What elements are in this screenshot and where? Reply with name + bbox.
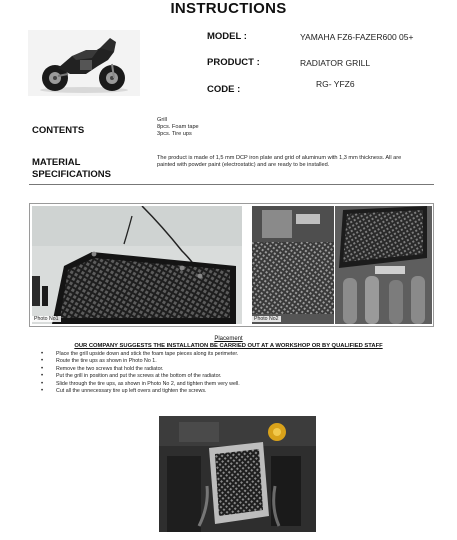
- model-value: YAMAHA FZ6-FAZER600 05+: [300, 32, 414, 42]
- code-value: RG- YFZ6: [316, 79, 355, 89]
- installed-grill-photo: [159, 416, 316, 532]
- contents-list: [157, 117, 199, 138]
- photo-no1-caption: Photo No1: [34, 316, 59, 322]
- material-label-line: SPECIFICATIONS: [32, 169, 111, 180]
- installation-step: • Cut all the unnecessary tire up left overs and tighten the screws.: [40, 388, 440, 395]
- installation-step: • Place the grill upside down and stick the foam tape pieces along its perimeter.: [40, 351, 440, 358]
- contents-item: 8pcs. Foam tape: [157, 124, 199, 130]
- installation-steps: [40, 351, 440, 395]
- installation-step: • Remove the two screws that hold the radiator.: [40, 366, 440, 373]
- photo-no2-image: [252, 206, 334, 324]
- contents-label: CONTENTS: [32, 125, 85, 136]
- material-text: [157, 155, 401, 169]
- motorcycle-photo: [28, 30, 140, 96]
- product-label: PRODUCT :: [207, 57, 260, 68]
- product-value: RADIATOR GRILL: [300, 58, 371, 68]
- contents-item: Grill: [157, 117, 167, 123]
- photo-no2-caption: Photo No2: [254, 316, 279, 322]
- model-label: MODEL :: [207, 31, 247, 42]
- placement-title: Placement: [214, 336, 243, 342]
- installation-step: • Put the grill in position and put the screws at the bottom of the radiator.: [40, 373, 440, 380]
- material-text-line: painted with powder paint (electrostatic) and are ready to be installed.: [157, 162, 330, 168]
- photo-no2-detail-image: [335, 206, 432, 324]
- material-label-line: MATERIAL: [32, 157, 81, 168]
- section-divider: [29, 184, 434, 185]
- contents-item: 3pcs. Tire ups: [157, 131, 192, 137]
- installation-warning: OUR COMPANY SUGGESTS THE INSTALLATION BE CARRIED OUT AT A WORKSHOP OR BY QUALIFIED STAFF: [74, 343, 383, 349]
- installation-step: • Route the tire ups as shown in Photo No 1.: [40, 358, 440, 365]
- material-label: [32, 157, 111, 181]
- page-title: INSTRUCTIONS: [170, 0, 287, 17]
- photo-no1-image: [32, 206, 242, 324]
- material-text-line: The product is made of 1,5 mm DCP iron plate and grid of aluminum with 1,3 mm thickness. All are: [157, 155, 402, 161]
- installation-step: • Slide through the tire ups, as shown in Photo No 2, and tighten them very well.: [40, 381, 440, 388]
- code-label: CODE :: [207, 84, 241, 95]
